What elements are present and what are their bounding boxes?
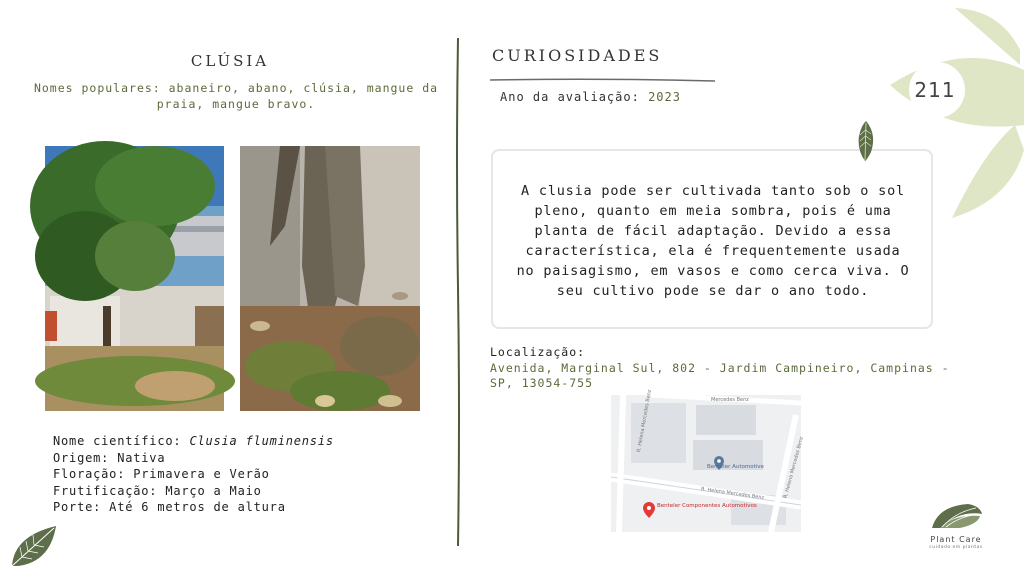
scientific-name-line xyxy=(53,433,334,450)
tree-photo xyxy=(45,146,224,411)
leaf-icon xyxy=(920,500,992,534)
plant-size: Porte: Até 6 metros de altura xyxy=(53,500,286,514)
logo-name: Plant Care xyxy=(930,535,982,544)
origin: Origem: Nativa xyxy=(53,450,166,465)
plant-care-logo xyxy=(920,500,992,552)
location-address: Avenida, Marginal Sul, 802 - Jardim Campineiro, Campinas - SP, 13054-755 xyxy=(490,361,950,390)
evaluation-year xyxy=(500,90,681,104)
location-label: Localização: xyxy=(490,345,586,359)
leaf-icon xyxy=(855,120,877,162)
popular-names: Nomes populares: abaneiro, abano, clúsia, mangue da praia, mangue bravo. xyxy=(33,81,439,111)
year-value: 2023 xyxy=(648,90,681,104)
plant-title: CLÚSIA xyxy=(190,52,270,70)
trunk-photo xyxy=(240,146,420,411)
curiosities-title: CURIOSIDADES xyxy=(492,46,663,65)
vertical-divider xyxy=(455,38,461,546)
map-street-3: R. Helena Mercedes Benz xyxy=(700,486,765,502)
title-underline xyxy=(490,68,715,74)
plant-info xyxy=(53,433,334,516)
curiosity-text: A clusia pode ser cultivada tanto sob o sol pleno, quanto em meia sombra, pois é uma planta de fácil adaptação. Devido a essa característica, ela é frequentemente usada no paisagismo, em vasos e como cerca viva. O seu cultivo pode se dar o ano todo. xyxy=(516,183,910,299)
map-street-4: R. Helena Mercedes Benz xyxy=(782,435,805,499)
logo-tagline: cuidado em plantas xyxy=(929,545,983,550)
scientific-name-label: Nome científico: xyxy=(53,434,182,448)
leaf-decoration xyxy=(860,0,1024,225)
leaf-icon xyxy=(955,8,1020,65)
leaf-icon xyxy=(952,125,1024,218)
fruiting: Frutificação: Março a Maio xyxy=(53,483,262,498)
location-map[interactable] xyxy=(611,389,805,532)
page-number: 211 xyxy=(914,78,956,102)
leaf-icon xyxy=(8,522,60,570)
map-street-2: R. Helena Mercedes Benz xyxy=(636,389,654,453)
scientific-name-value: Clusia fluminensis xyxy=(189,434,334,448)
flowering: Floração: Primavera e Verão xyxy=(53,467,270,481)
year-label: Ano da avaliação: xyxy=(500,90,640,104)
map-pin-label-2: Benteler Componentes Automotivos xyxy=(657,503,757,509)
map-pin-label-1: Benteler Automotive xyxy=(707,464,764,470)
map-street-1: Mercedes Benz xyxy=(711,397,749,403)
